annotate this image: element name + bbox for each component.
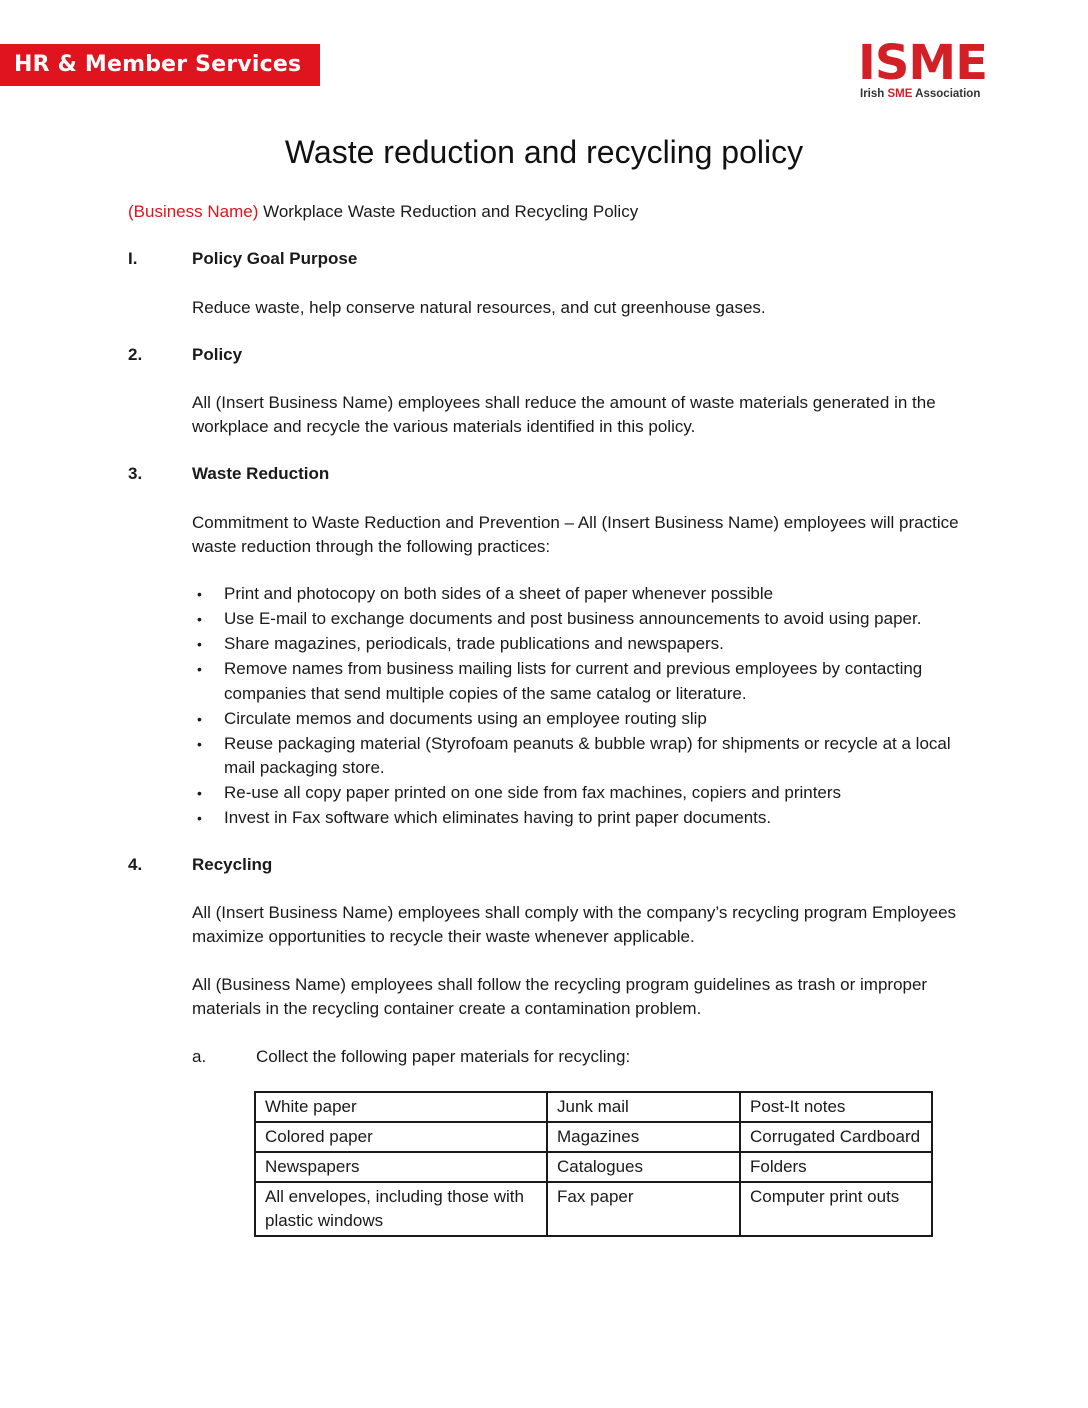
section-4-body-1: All (Insert Business Name) employees shall comply with the company’s recycling program Employees maximize opportunities to recycle their waste whenever applicable.	[192, 903, 957, 946]
table-cell: Folders	[740, 1152, 932, 1182]
list-item	[192, 582, 982, 607]
table-row	[255, 1152, 932, 1182]
section-1-body: Reduce waste, help conserve natural resources, and cut greenhouse gases.	[192, 298, 766, 317]
list-item	[192, 707, 982, 732]
waste-reduction-list	[192, 582, 982, 831]
list-item-text: Share magazines, periodicals, trade publications and newspapers.	[224, 634, 724, 653]
section-3-body: Commitment to Waste Reduction and Prevention – All (Insert Business Name) employees will practice waste reduction through the following practices:	[192, 513, 959, 556]
bullet-icon: •	[197, 710, 202, 727]
section-1-number: I.	[128, 249, 138, 268]
list-item	[192, 806, 982, 831]
section-4-heading: Recycling	[192, 855, 273, 874]
table-cell: Magazines	[547, 1122, 740, 1152]
bullet-icon: •	[197, 735, 202, 752]
list-item-text: Use E-mail to exchange documents and post business announcements to avoid using paper.	[224, 609, 922, 628]
list-item-text: Invest in Fax software which eliminates having to print paper documents.	[224, 808, 772, 827]
list-item	[192, 607, 982, 632]
table-cell: White paper	[255, 1092, 547, 1122]
list-item	[192, 657, 982, 706]
list-item-text: Remove names from business mailing lists for current and previous employees by contacting companies that send multiple copies of the same catalog or literature.	[224, 659, 923, 703]
section-4-number: 4.	[128, 855, 143, 874]
bullet-icon: •	[197, 785, 202, 801]
section-2-body: All (Insert Business Name) employees shall reduce the amount of waste materials generated in the workplace and recycle the various materials identified in this policy.	[192, 393, 936, 436]
list-item	[192, 781, 982, 806]
list-item-text: Circulate memos and documents using an employee routing slip	[224, 708, 707, 728]
section-1-heading: Policy Goal Purpose	[192, 249, 358, 268]
table-cell: Post-It notes	[740, 1092, 932, 1122]
bullet-icon: •	[197, 636, 202, 652]
intro-line	[128, 200, 638, 224]
logo-sub-pre: Irish	[860, 88, 888, 100]
logo-sub-sme: SME	[887, 88, 913, 100]
list-item-text: Re-use all copy paper printed on one side from fax machines, copiers and printers	[224, 783, 842, 802]
page-title: Waste reduction and recycling policy	[284, 134, 804, 170]
department-banner: HR & Member Services	[0, 44, 320, 86]
list-item	[192, 632, 982, 657]
table-cell: Catalogues	[547, 1152, 740, 1182]
subsection-a-text: Collect the following paper materials for recycling:	[256, 1047, 631, 1066]
bullet-icon: •	[197, 810, 202, 826]
isme-logo	[858, 36, 994, 106]
list-item-text: Reuse packaging material (Styrofoam peanuts & bubble wrap) for shipments or recycle at a local mail packaging store.	[224, 733, 951, 777]
list-item-text: Print and photocopy on both sides of a sheet of paper whenever possible	[224, 584, 774, 603]
table-cell: Corrugated Cardboard	[740, 1122, 932, 1152]
logo-sub-post: Association	[912, 88, 981, 100]
table-cell: Newspapers	[255, 1152, 547, 1182]
section-3-heading: Waste Reduction	[192, 464, 330, 483]
table-cell: All envelopes, including those with plastic windows	[255, 1182, 547, 1236]
section-2-heading: Policy	[192, 345, 243, 364]
business-name-placeholder: (Business Name)	[128, 202, 259, 221]
table-row	[255, 1182, 932, 1236]
bullet-icon: •	[197, 661, 202, 677]
section-3-number: 3.	[128, 464, 143, 483]
section-4-body-2: All (Business Name) employees shall follow the recycling program guidelines as trash or improper materials in the recycling container create a contamination problem.	[192, 975, 928, 1018]
logo-mark: ISME	[858, 35, 987, 91]
table-cell: Fax paper	[547, 1182, 740, 1236]
logo-subtitle	[860, 88, 980, 100]
table-cell: Junk mail	[547, 1092, 740, 1122]
intro-text: Workplace Waste Reduction and Recycling Policy	[258, 202, 639, 221]
paper-materials-table	[254, 1091, 933, 1237]
list-item	[192, 732, 982, 781]
section-2-number: 2.	[128, 345, 143, 364]
table-row	[255, 1092, 932, 1122]
subsection-a-letter: a.	[192, 1047, 207, 1066]
bullet-icon: •	[197, 586, 202, 602]
table-cell: Computer print outs	[740, 1182, 932, 1236]
bullet-icon: •	[197, 611, 202, 627]
table-cell: Colored paper	[255, 1122, 547, 1152]
table-row	[255, 1122, 932, 1152]
